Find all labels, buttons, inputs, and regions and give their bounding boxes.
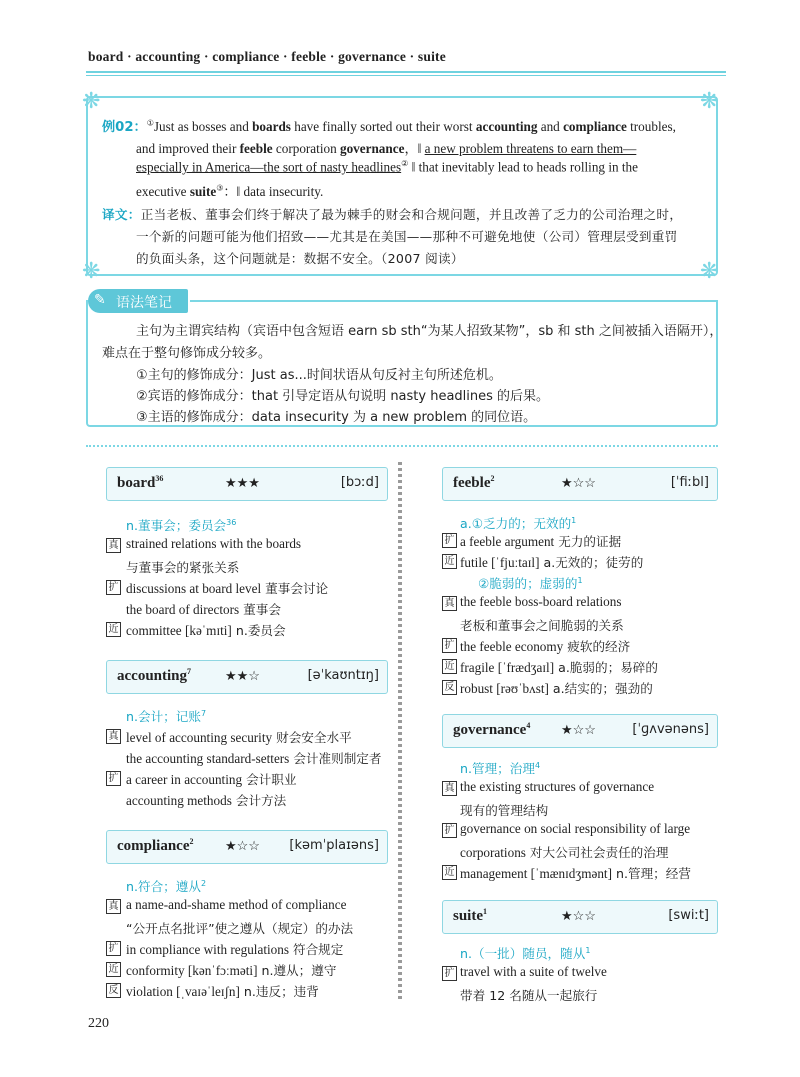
badge-kuo: 扩 xyxy=(106,941,121,956)
entry xyxy=(126,981,319,1000)
example-line-2 xyxy=(136,138,636,157)
marker-3: ③ xyxy=(216,183,224,193)
pos-definition xyxy=(126,876,206,895)
pos-text: n.符合；遵从 xyxy=(126,879,201,894)
freq: 36 xyxy=(155,474,164,483)
text: have finally sorted out their worst xyxy=(290,119,476,134)
entry-zh: a.无效的；徒劳的 xyxy=(539,555,644,570)
entry-en: management [ˈmænɪdʒmənt] xyxy=(460,866,612,881)
badge-kuo: 扩 xyxy=(106,580,121,595)
marker-1: ① xyxy=(146,118,154,128)
entry-zh: 现有的管理结构 xyxy=(460,803,549,818)
keyword: accounting xyxy=(475,119,538,134)
pos-text: n.（一批）随员，随从 xyxy=(460,946,586,961)
entry-en: conformity [kənˈfɔːməti] xyxy=(126,963,258,978)
entry-en: violation [ˌvaɪəˈleɪʃn] xyxy=(126,984,240,999)
phonetic: [bɔːd] xyxy=(340,475,379,490)
entry-zh: 老板和董事会之间脆弱的关系 xyxy=(460,618,624,633)
phonetic: [ˈɡʌvənəns] xyxy=(632,722,709,737)
entry xyxy=(126,939,343,958)
badge-fan: 反 xyxy=(442,680,457,695)
word-card-accounting xyxy=(106,660,388,694)
entry-zh: 符合规定 xyxy=(288,942,344,957)
entry-en: discussions at board level xyxy=(126,581,262,596)
text: ：‖ data insecurity. xyxy=(223,184,324,199)
word-card-feeble xyxy=(442,467,718,501)
example-line-4 xyxy=(136,181,323,200)
entry-en: strained relations with the boards xyxy=(126,536,302,551)
badge-zhen: 真 xyxy=(442,781,457,796)
headword xyxy=(453,907,487,925)
entry xyxy=(460,779,654,795)
entry xyxy=(460,531,621,550)
entry xyxy=(126,578,328,597)
headword xyxy=(117,474,163,492)
entry-en: the board of directors xyxy=(126,602,240,617)
headword-text: feeble xyxy=(453,475,491,491)
freq: 4 xyxy=(534,760,541,770)
entry-zh: 会计方法 xyxy=(231,793,287,808)
ornament-icon: ❋ xyxy=(82,258,101,283)
pos-text: a.①乏力的；无效的 xyxy=(460,516,572,531)
text: corporation xyxy=(272,141,340,156)
text: Just as bosses and xyxy=(153,119,253,134)
entry-zh: 与董事会的紧张关系 xyxy=(126,560,240,575)
freq: 7 xyxy=(187,667,192,676)
grammar-box-top xyxy=(190,300,716,302)
entry-en: fragile [ˈfrædʒaɪl] xyxy=(460,660,555,675)
entry xyxy=(460,821,690,837)
freq: 1 xyxy=(483,907,487,916)
grammar-para-1: 主句为主谓宾结构（宾语中包含短语 earn sb sth“为某人招致某物”，sb 和 sth 之间被插入语隔开）， xyxy=(136,324,723,339)
entry-en: a name-and-shame method of compliance xyxy=(126,897,347,912)
text: ，‖ xyxy=(404,141,425,156)
example-line-1 xyxy=(102,116,676,135)
entry-zh: n.遵从；遵守 xyxy=(257,963,337,978)
entry xyxy=(460,678,653,697)
entry-en: committee [kəˈmɪti] xyxy=(126,623,232,638)
text: 正当老板、董事会们终于解决了最为棘手的财会和合规问题，并且改善了乏力的公司治理之时， xyxy=(140,207,683,222)
freq: 2 xyxy=(200,878,207,888)
entry xyxy=(126,727,352,746)
ornament-icon: ❋ xyxy=(700,258,719,283)
keyword: suite xyxy=(189,184,217,199)
phonetic: [kəmˈplaɪəns] xyxy=(289,838,379,853)
keyword: compliance xyxy=(563,119,627,134)
star-rating: ★☆☆ xyxy=(561,908,596,923)
entry-zh: 董事会 xyxy=(239,602,281,617)
headword xyxy=(453,721,530,739)
word-card-suite xyxy=(442,900,718,934)
phonetic: [ˈfiːbl] xyxy=(670,475,709,490)
badge-zhen: 真 xyxy=(106,899,121,914)
entry xyxy=(460,594,622,610)
badge-kuo: 扩 xyxy=(442,533,457,548)
badge-jin: 近 xyxy=(106,622,121,637)
pos-text: n.会计；记账 xyxy=(126,709,201,724)
translation-line-2: 一个新的问题可能为他们招致——尤其是在美国——那种不可避免地使（公司）管理层受到重罚 xyxy=(136,229,678,244)
pen-icon: ✎ xyxy=(94,293,106,308)
freq: 36 xyxy=(226,517,237,527)
text: troubles, xyxy=(626,119,676,134)
grammar-point-3: ③主语的修饰成分：data insecurity 为 a new problem 的同位语。 xyxy=(136,410,537,425)
badge-fan: 反 xyxy=(106,983,121,998)
entry-en: robust [rəʊˈbʌst] xyxy=(460,681,549,696)
freq: 2 xyxy=(490,474,495,483)
phonetic: [swiːt] xyxy=(668,908,709,923)
example-label: 例02： xyxy=(102,120,147,135)
entry-en: in compliance with regulations xyxy=(126,942,289,957)
pos-text: ②脆弱的；虚弱的 xyxy=(478,576,578,591)
pos-text: n.管理；治理 xyxy=(460,761,535,776)
running-header: board · accounting · compliance · feeble · governance · suite xyxy=(88,49,446,64)
pos-definition xyxy=(460,513,576,532)
freq: 4 xyxy=(526,721,531,730)
entry xyxy=(126,599,281,618)
badge-jin: 近 xyxy=(442,659,457,674)
star-rating: ★☆☆ xyxy=(561,475,596,490)
badge-zhen: 真 xyxy=(106,538,121,553)
headword xyxy=(117,837,194,855)
section-divider xyxy=(86,445,718,447)
grammar-point-2: ②宾语的修饰成分：that 引导定语从句说明 nasty headlines 的后果。 xyxy=(136,389,550,404)
pos-text: n.董事会；委员会 xyxy=(126,518,227,533)
entry-en: governance on social responsibility of large xyxy=(460,821,691,836)
entry xyxy=(460,964,607,980)
entry xyxy=(126,960,336,979)
ornament-icon: ❋ xyxy=(82,88,101,113)
keyword: feeble xyxy=(239,141,273,156)
entry-en: a feeble argument xyxy=(460,534,555,549)
pos-definition xyxy=(126,706,206,725)
header-rule xyxy=(86,71,726,73)
entry-en: level of accounting security xyxy=(126,730,273,745)
pos-definition-2 xyxy=(478,573,583,592)
headword xyxy=(117,667,191,685)
text: and improved their xyxy=(136,141,240,156)
entry-en: futile [ˈfjuːtaɪl] xyxy=(460,555,540,570)
entry-zh: a.脆弱的；易碎的 xyxy=(554,660,658,675)
entry-en: the feeble economy xyxy=(460,639,564,654)
badge-zhen: 真 xyxy=(442,596,457,611)
headword-text: accounting xyxy=(117,668,188,684)
entry-zh: n.委员会 xyxy=(231,623,286,638)
entry xyxy=(460,552,643,571)
word-card-compliance xyxy=(106,830,388,864)
freq: 1 xyxy=(571,515,577,525)
entry-en: travel with a suite of twelve xyxy=(460,964,607,979)
pos-definition xyxy=(460,758,540,777)
entry-zh: “公开点名批评”使之遵从（规定）的办法 xyxy=(126,921,354,936)
badge-kuo: 扩 xyxy=(442,966,457,981)
badge-jin: 近 xyxy=(442,865,457,880)
grammar-tag-label: 语法笔记 xyxy=(116,295,172,311)
star-rating: ★★★ xyxy=(225,475,260,490)
entry xyxy=(126,769,296,788)
grammar-para-2: 难点在于整句修饰成分较多。 xyxy=(102,346,272,361)
entry-zh: 会计准则制定者 xyxy=(289,751,382,766)
entry-en: the existing structures of governance xyxy=(460,779,655,794)
entry-zh: n.管理；经营 xyxy=(611,866,691,881)
pos-definition xyxy=(126,515,236,534)
headword-text: board xyxy=(117,475,156,491)
underlined-text: a new problem threatens to earn them— xyxy=(424,141,637,156)
example-line-3 xyxy=(136,159,638,175)
entry xyxy=(126,620,286,639)
entry xyxy=(460,863,691,882)
entry xyxy=(126,748,382,767)
text: executive xyxy=(136,184,190,199)
freq: 7 xyxy=(200,708,207,718)
entry-en: corporations xyxy=(460,845,526,860)
page-number: 220 xyxy=(88,1016,109,1031)
star-rating: ★☆☆ xyxy=(561,722,596,737)
entry-zh: 对大公司社会责任的治理 xyxy=(525,845,669,860)
entry xyxy=(460,636,630,655)
entry-en: the feeble boss-board relations xyxy=(460,594,622,609)
header-rule-thin xyxy=(86,75,726,76)
freq: 1 xyxy=(585,945,591,955)
headword-text: governance xyxy=(453,722,527,738)
badge-kuo: 扩 xyxy=(442,638,457,653)
freq: 2 xyxy=(189,837,194,846)
freq: 1 xyxy=(577,575,583,585)
entry-en: the accounting standard-setters xyxy=(126,751,290,766)
entry xyxy=(126,790,286,809)
translation-label: 译文： xyxy=(102,207,141,222)
pos-definition xyxy=(460,943,590,962)
entry-zh: 财会安全水平 xyxy=(272,730,352,745)
entry-zh: n.违反；违背 xyxy=(239,984,319,999)
entry-zh: a.结实的；强劲的 xyxy=(548,681,653,696)
entry xyxy=(460,842,668,861)
translation-line-3: 的负面头条，这个问题就是：数据不安全。（2007 阅读） xyxy=(136,251,464,266)
phonetic: [əˈkaʊntɪŋ] xyxy=(307,668,379,683)
entry xyxy=(460,657,658,676)
star-rating: ★☆☆ xyxy=(225,838,260,853)
grammar-point-1: ①主句的修饰成分：Just as...时间状语从句反衬主句所述危机。 xyxy=(136,368,502,383)
ornament-icon: ❋ xyxy=(700,88,719,113)
entry xyxy=(126,536,301,552)
entry-zh: 董事会讨论 xyxy=(261,581,329,596)
underlined-text: especially in America—the sort of nasty headlines xyxy=(136,159,402,175)
headword-text: suite xyxy=(453,908,483,924)
entry xyxy=(126,897,346,913)
text: ‖ that inevitably lead to heads rolling in the xyxy=(408,159,638,175)
badge-jin: 近 xyxy=(442,554,457,569)
star-rating: ★★☆ xyxy=(225,668,260,683)
headword xyxy=(453,474,494,492)
keyword: governance xyxy=(339,141,405,156)
entry-zh: 疲软的经济 xyxy=(563,639,631,654)
badge-zhen: 真 xyxy=(106,729,121,744)
entry-zh: 带着 12 名随从一起旅行 xyxy=(460,988,598,1003)
text: and xyxy=(537,119,564,134)
entry-en: a career in accounting xyxy=(126,772,243,787)
badge-jin: 近 xyxy=(106,962,121,977)
badge-kuo: 扩 xyxy=(442,823,457,838)
badge-kuo: 扩 xyxy=(106,771,121,786)
entry-zh: 会计职业 xyxy=(242,772,297,787)
entry-zh: 无力的证据 xyxy=(554,534,622,549)
translation-line-1 xyxy=(102,204,682,223)
column-divider xyxy=(398,462,402,1002)
keyword: boards xyxy=(252,119,291,134)
marker-2: ② xyxy=(401,159,409,168)
word-card-board xyxy=(106,467,388,501)
headword-text: compliance xyxy=(117,838,190,854)
entry-en: accounting methods xyxy=(126,793,232,808)
word-card-governance xyxy=(442,714,718,748)
